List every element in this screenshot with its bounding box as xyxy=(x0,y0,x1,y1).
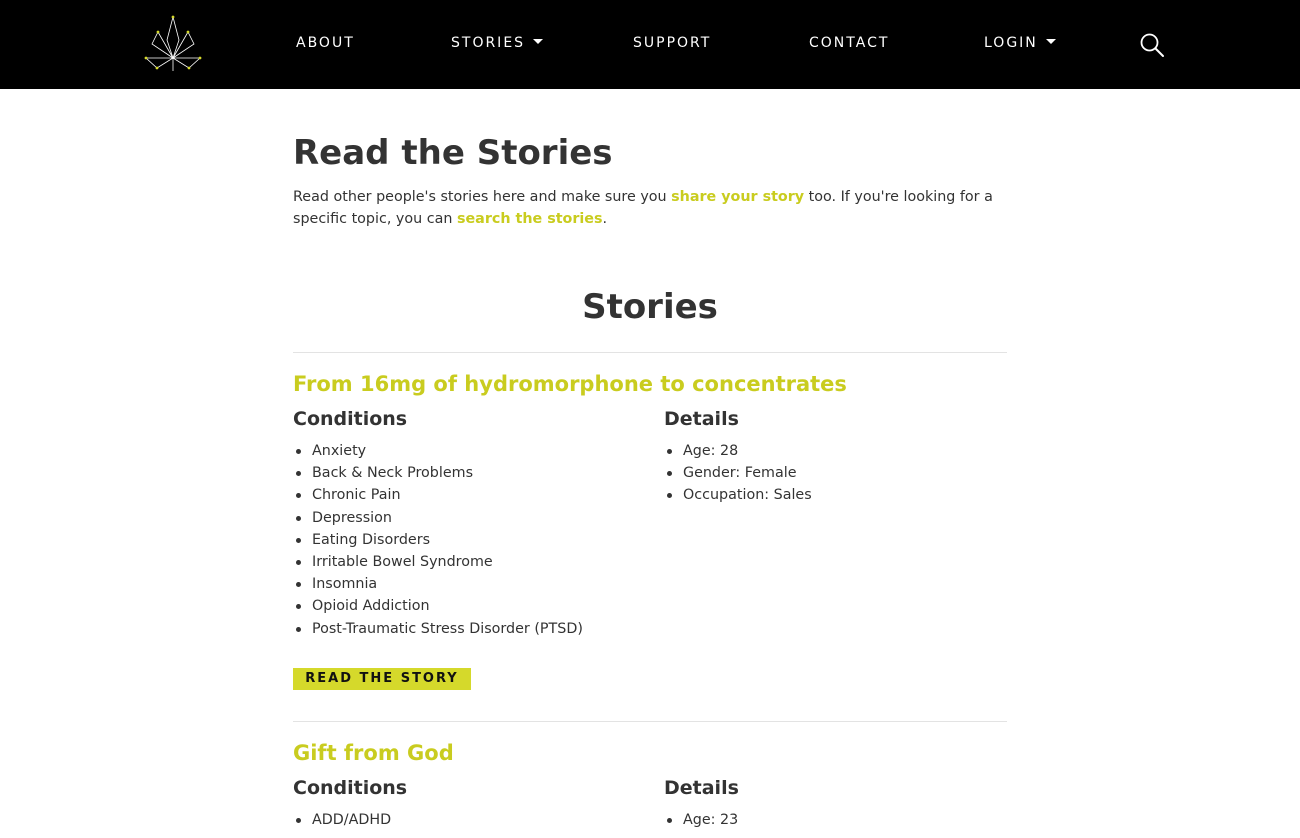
nav-about[interactable] xyxy=(296,35,355,51)
caret-down-icon xyxy=(533,39,543,44)
nav-contact-label: CONTACT xyxy=(809,35,890,51)
conditions-heading: Conditions xyxy=(293,408,408,430)
condition-item: Chronic Pain xyxy=(293,484,583,506)
condition-item: Depression xyxy=(293,507,583,529)
condition-item: Post-Traumatic Stress Disorder (PTSD) xyxy=(293,618,583,640)
page-title: Read the Stories xyxy=(293,133,613,173)
conditions-list xyxy=(293,440,583,640)
intro-text: too. If you're looking for a specific topic, you can xyxy=(293,189,993,227)
cannabis-leaf-logo-icon[interactable] xyxy=(142,14,204,74)
divider xyxy=(293,352,1007,353)
top-navbar xyxy=(0,0,1300,89)
nav-stories-label: STORIES xyxy=(451,35,526,51)
conditions-list xyxy=(293,809,391,831)
condition-item: Opioid Addiction xyxy=(293,595,583,617)
condition-item: Anxiety xyxy=(293,440,583,462)
condition-item: Irritable Bowel Syndrome xyxy=(293,551,583,573)
stories-section-title: Stories xyxy=(582,287,718,327)
story-title-link[interactable]: Gift from God xyxy=(293,741,454,765)
condition-item: Insomnia xyxy=(293,573,583,595)
divider xyxy=(293,721,1007,722)
search-icon[interactable] xyxy=(1139,32,1165,58)
search-the-stories-link[interactable]: search the stories xyxy=(456,211,603,227)
detail-item: Age: 28 xyxy=(664,440,812,462)
details-list xyxy=(664,809,738,831)
nav-stories-dropdown[interactable] xyxy=(451,35,543,51)
nav-login-label: LOGIN xyxy=(984,35,1038,51)
intro-paragraph xyxy=(293,186,1007,230)
details-list xyxy=(664,440,812,507)
details-heading: Details xyxy=(664,777,739,799)
condition-item: Eating Disorders xyxy=(293,529,583,551)
nav-support-label: SUPPORT xyxy=(633,35,712,51)
condition-item: Back & Neck Problems xyxy=(293,462,583,484)
intro-text: Read other people's stories here and make sure you xyxy=(293,189,672,205)
intro-text: . xyxy=(602,211,608,227)
nav-support[interactable] xyxy=(633,35,711,51)
detail-item: Age: 23 xyxy=(664,809,738,831)
story-title-link[interactable]: From 16mg of hydromorphone to concentrates xyxy=(293,372,847,396)
detail-item: Gender: Female xyxy=(664,462,812,484)
caret-down-icon xyxy=(1046,39,1056,44)
nav-login-dropdown[interactable] xyxy=(984,35,1056,51)
condition-item: ADD/ADHD xyxy=(293,809,391,831)
nav-about-label: ABOUT xyxy=(296,35,355,51)
details-heading: Details xyxy=(664,408,739,430)
detail-item: Occupation: Sales xyxy=(664,484,812,506)
nav-contact[interactable] xyxy=(809,35,889,51)
share-your-story-link[interactable]: share your story xyxy=(671,189,805,205)
read-the-story-button[interactable]: READ THE STORY xyxy=(293,668,471,690)
conditions-heading: Conditions xyxy=(293,777,408,799)
